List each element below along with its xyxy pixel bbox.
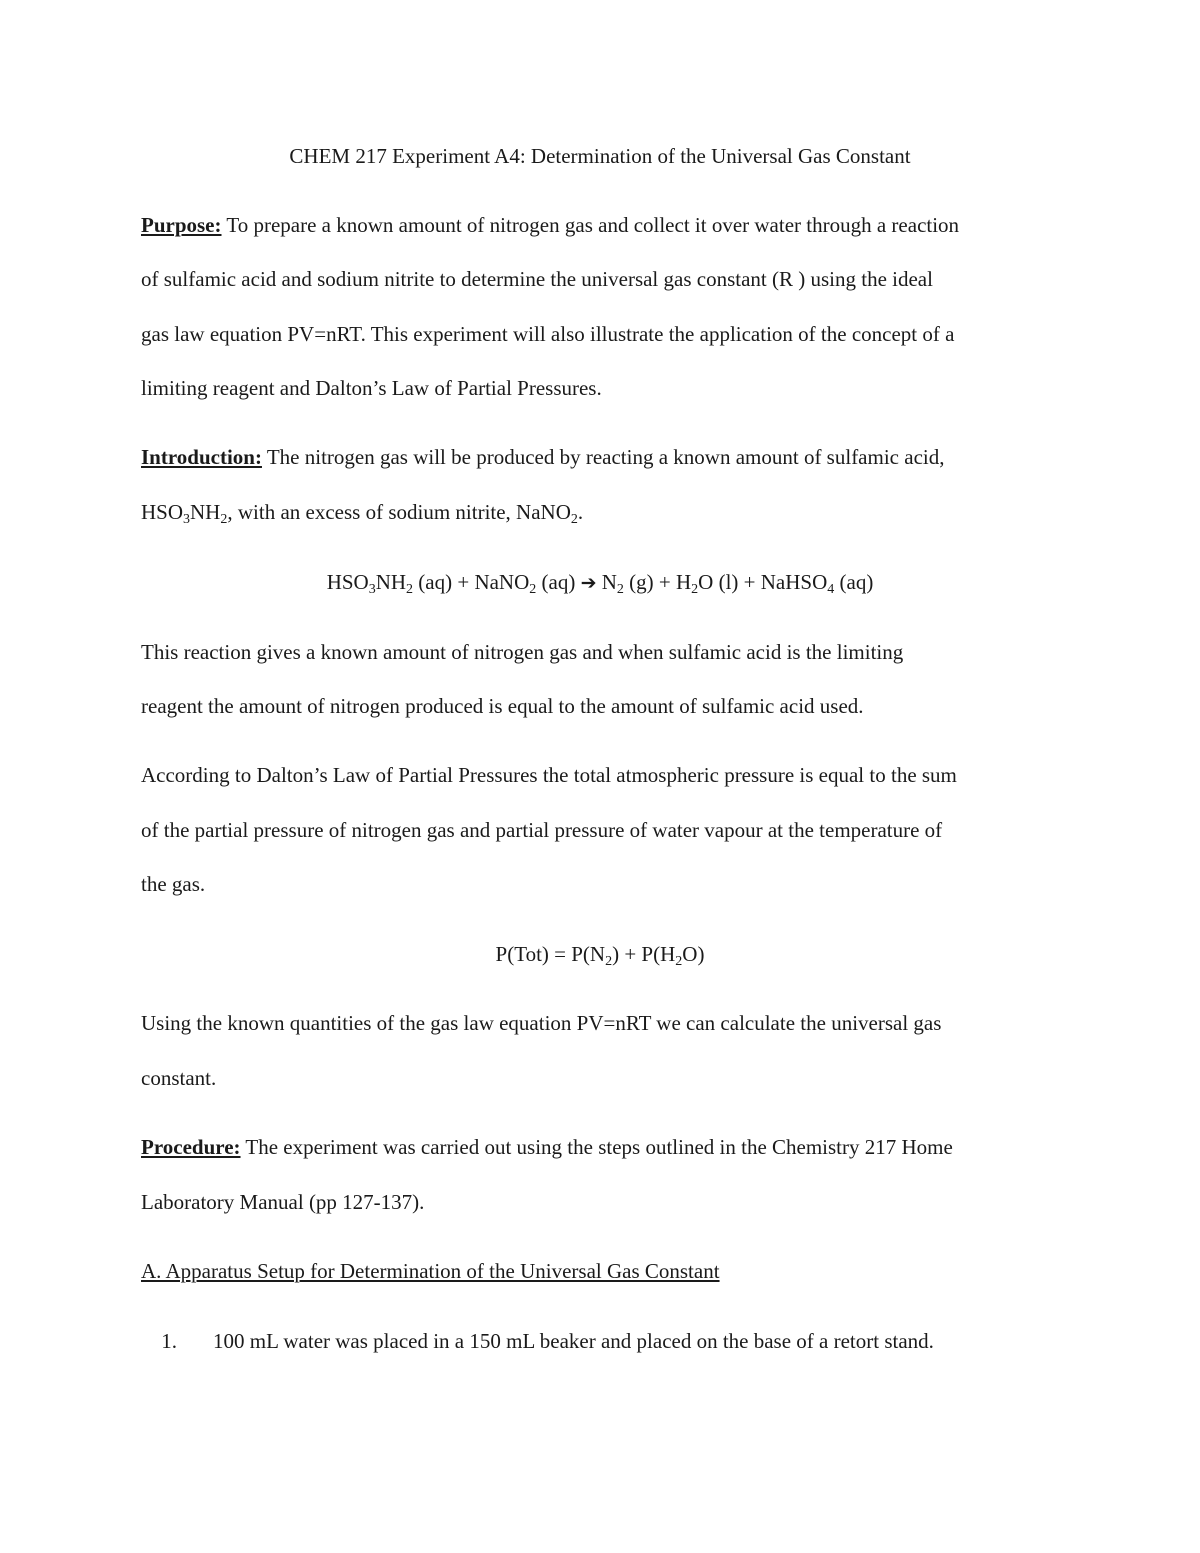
reaction-paragraph-line-1: This reaction gives a known amount of nitrogen gas and when sulfamic acid is the limiting [141, 640, 904, 664]
procedure-label: Procedure: [141, 1135, 241, 1159]
purpose-line-2: of sulfamic acid and sodium nitrite to determine the universal gas constant (R ) using the ideal [141, 267, 933, 291]
procedure-line-2: Laboratory Manual (pp 127-137). [141, 1190, 425, 1214]
pressure-equation: $P(Tot) = P(N_2) + P(H_2O)$ [495, 942, 705, 969]
dalton-paragraph-line-1: According to Dalton’s Law of Partial Pressures the total atmospheric pressure is equal to the sum [141, 763, 957, 787]
purpose-line-1 [141, 211, 959, 239]
reaction-arrow-icon: ➔ [580, 572, 597, 594]
list-item-text: 100 mL water was placed in a 150 mL beaker and placed on the base of a retort stand. [213, 1329, 934, 1353]
introduction-line-2: $HSO_3NH_2$, with an excess of sodium nitrite, NaNO$_2$. [141, 500, 584, 527]
introduction-text-1: The nitrogen gas will be produced by reacting a known amount of sulfamic acid, [261, 445, 945, 469]
introduction-label: Introduction: [141, 445, 262, 469]
dalton-paragraph-line-3: the gas. [141, 872, 206, 896]
list-item-number: 1. [161, 1329, 177, 1353]
reaction-paragraph-line-2: reagent the amount of nitrogen produced is equal to the amount of sulfamic acid used. [141, 694, 864, 718]
purpose-label: Purpose: [141, 213, 222, 237]
procedure-text-1: The experiment was carried out using the steps outlined in the Chemistry 217 Home [240, 1135, 953, 1159]
purpose-line-4: limiting reagent and Dalton’s Law of Partial Pressures. [141, 376, 602, 400]
dalton-paragraph-line-2: of the partial pressure of nitrogen gas and partial pressure of water vapour at the temperature of [141, 818, 943, 842]
introduction-line-1 [141, 443, 944, 471]
purpose-line-3: gas law equation PV=nRT. This experiment will also illustrate the application of the concept of a [141, 322, 955, 346]
list-item [141, 1327, 934, 1355]
reaction-equation: $HSO_3NH_2$ (aq) + NaNO$_2$ (aq) ➔ $N_2$ $(g) + H_2O$ (l) + NaHSO$_4$ (aq) [326, 570, 874, 597]
document-title: CHEM 217 Experiment A4: Determination of the Universal Gas Constant [289, 144, 911, 168]
purpose-text-1: To prepare a known amount of nitrogen gas and collect it over water through a reaction [221, 213, 960, 237]
procedure-line-1 [141, 1133, 953, 1161]
gas-law-paragraph-line-1: Using the known quantities of the gas law equation PV=nRT we can calculate the universal gas [141, 1011, 942, 1035]
section-a-heading: A. Apparatus Setup for Determination of the Universal Gas Constant [141, 1259, 720, 1283]
gas-law-paragraph-line-2: constant. [141, 1066, 217, 1090]
